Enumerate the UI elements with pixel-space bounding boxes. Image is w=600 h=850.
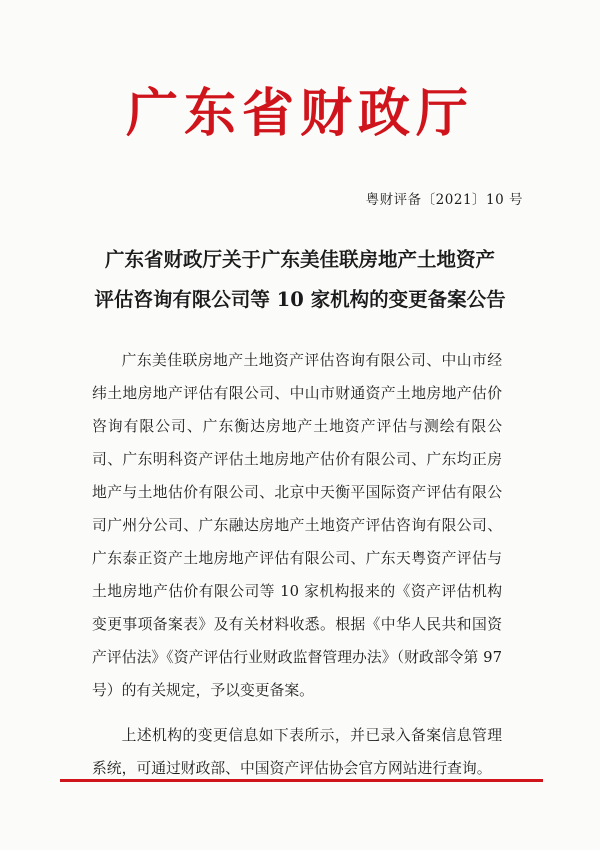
- announcement-title: [60, 240, 540, 320]
- document-number: 粤财评备〔2021〕10 号: [365, 192, 523, 208]
- body-paragraph-1: 广东美佳联房地产土地资产评估咨询有限公司、中山市经纬土地房地产评估有限公司、中山市财通资产土地房地产估价咨询有限公司、广东衡达房地产土地资产评估与测绘有限公司、广东明科资产评估土地房地产估价有限公司、广东均正房地产与土地估价有限公司、北京中天衡平国际资产评估有限公司广州分公司、广东融达房地产土地资产评估咨询有限公司、广东泰正资产土地房地产评估有限公司、广东天粤资产评估与土地房地产估价有限公司等 10 家机构报来的《资产评估机构变更事项备案表》及有关材料收悉。根据《中华人民共和国资产评估法》《资产评估行业财政监督管理办法》（财政部令第 97 号）的有关规定，予以变更备案。: [92, 352, 502, 699]
- footer-red-rule: [60, 779, 543, 782]
- masthead-title: 广东省财政厅: [125, 84, 474, 144]
- title-line-1: 广东省财政厅关于广东美佳联房地产土地资产: [104, 248, 495, 271]
- title-line-2: 评估咨询有限公司等 10 家机构的变更备案公告: [94, 288, 506, 311]
- body-paragraph-2: 上述机构的变更信息如下表所示，并已录入备案信息管理系统，可通过财政部、中国资产评估协会官方网站进行查询。: [92, 727, 502, 777]
- announcement-body: [92, 344, 502, 785]
